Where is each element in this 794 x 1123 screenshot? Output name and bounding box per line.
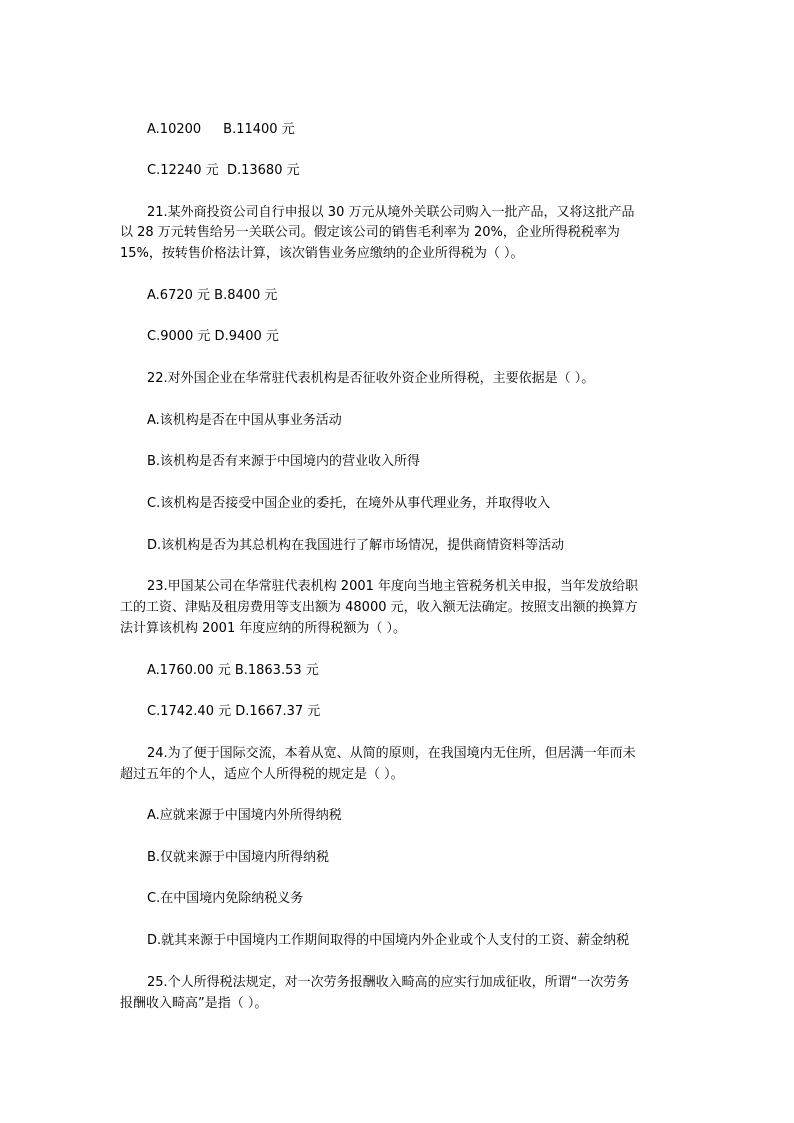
q21-options-cd: C.9000 元 D.9400 元 (147, 329, 279, 344)
q20-option-a: A.10200 (147, 122, 202, 137)
q22-option-d: D.该机构是否为其总机构在我国进行了解市场情况，提供商情资料等活动 (147, 538, 565, 553)
q23-options-ab: A.1760.00 元 B.1863.53 元 (147, 663, 319, 678)
q21-stem-line1: 21.某外商投资公司自行申报以 30 万元从境外关联公司购入一批产品，又将这批产品 (147, 205, 635, 220)
q20-option-d: D.13680 元 (226, 163, 300, 178)
q21-stem-line3: 15%，按转售价格法计算，该次销售业务应缴纳的企业所得税为（ ）。 (120, 246, 524, 261)
q20-option-c: C.12240 元 (147, 163, 219, 178)
q24-stem-line2: 超过五年的个人，适应个人所得税的规定是（ ）。 (120, 767, 404, 782)
q23-stem-line3: 法计算该机构 2001 年度应纳的所得税额为（ ）。 (120, 621, 406, 636)
q25-stem-line1: 25.个人所得税法规定，对一次劳务报酬收入畸高的应实行加成征收，所谓“一次劳务 (147, 975, 630, 990)
q24-option-c: C.在中国境内免除纳税义务 (147, 891, 304, 906)
q24-option-b: B.仅就来源于中国境内所得纳税 (147, 850, 330, 865)
q20-options-cd (147, 161, 300, 180)
q24-stem-line1: 24.为了便于国际交流，本着从宽、从简的原则，在我国境内无住所，但居满一年而未 (147, 746, 636, 761)
q22-option-a: A.该机构是否在中国从事业务活动 (147, 413, 342, 428)
q22-stem-line1: 22.对外国企业在华常驻代表机构是否征收外资企业所得税，主要依据是（ ）。 (147, 371, 595, 386)
q23-stem-line1: 23.甲国某公司在华常驻代表机构 2001 年度向当地主管税务机关申报，当年发放给职 (147, 579, 639, 594)
q23-stem-line2: 工的工资、津贴及租房费用等支出额为 48000 元，收入额无法确定。按照支出额的换算方 (120, 600, 638, 615)
q20-option-b: B.11400 元 (223, 122, 295, 137)
q24-option-d: D.就其来源于中国境内工作期间取得的中国境内外企业或个人支付的工资、薪金纳税 (147, 933, 630, 948)
q25-stem-line2: 报酬收入畸高”是指（ ）。 (120, 996, 268, 1011)
q22-option-c: C.该机构是否接受中国企业的委托，在境外从事代理业务，并取得收入 (147, 496, 551, 511)
q21-options-ab: A.6720 元 B.8400 元 (147, 288, 278, 303)
q24-option-a: A.应就来源于中国境内外所得纳税 (147, 808, 342, 823)
q23-options-cd: C.1742.40 元 D.1667.37 元 (147, 704, 321, 719)
q22-option-b: B.该机构是否有来源于中国境内的营业收入所得 (147, 454, 421, 469)
q20-options-ab (147, 120, 295, 139)
q21-stem-line2: 以 28 万元转售给另一关联公司。假定该公司的销售毛利率为 20%，企业所得税税率为 (120, 225, 620, 240)
